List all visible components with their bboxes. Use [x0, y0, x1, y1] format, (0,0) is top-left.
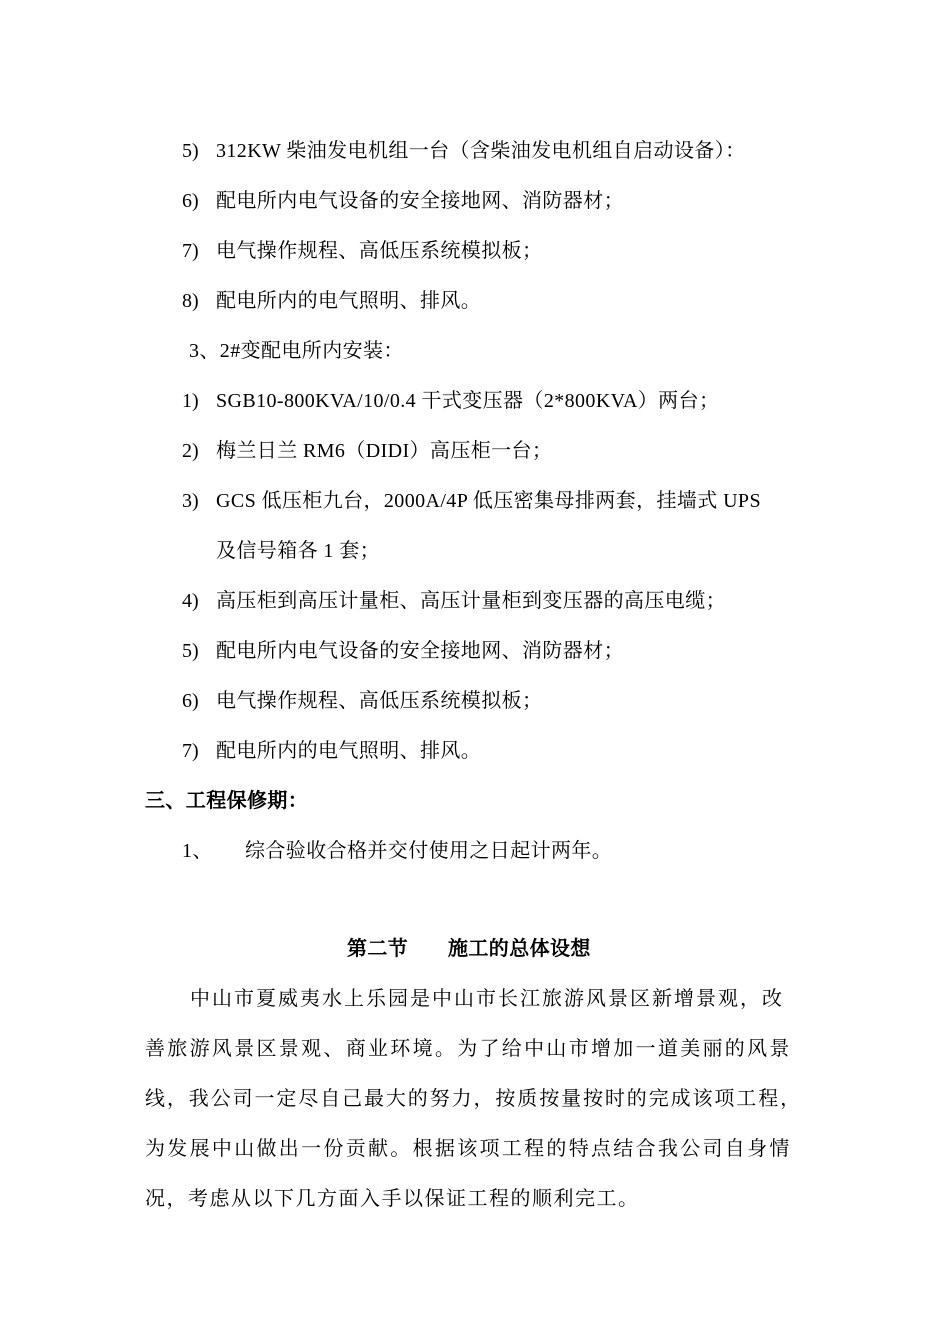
list-item-text: 配电所内电气设备的安全接地网、消防器材；: [216, 640, 624, 662]
paragraph-line: 中山市夏威夷水上乐园是中山市长江旅游风景区新增景观，改: [190, 988, 784, 1010]
paragraph-line: 为发展中山做出一份贡献。根据该项工程的特点结合我公司自身情: [145, 1138, 792, 1160]
sub-heading: 3、2#变配电所内安装：: [189, 340, 404, 362]
list-item-number: 3): [182, 490, 199, 512]
list-item-number: 5): [182, 140, 199, 162]
section-heading: 三、工程保修期：: [145, 790, 309, 812]
chapter-title-text: 施工的总体设想: [448, 938, 591, 960]
list-item-number: 5): [182, 640, 199, 662]
list-item-number: 6): [182, 190, 199, 212]
chapter-number: 第二节: [347, 938, 409, 960]
paragraph-line: 线，我公司一定尽自己最大的努力，按质按量按时的完成该项工程，: [145, 1088, 802, 1110]
list-item-continuation: 及信号箱各 1 套；: [216, 540, 380, 562]
list-item-text: GCS 低压柜九台，2000A/4P 低压密集母排两套，挂墙式 UPS: [216, 490, 761, 512]
list-item-text: 312KW 柴油发电机组一台（含柴油发电机组自启动设备）：: [216, 140, 746, 162]
list-item-number: 8): [182, 290, 199, 312]
list-item-text: 电气操作规程、高低压系统模拟板；: [216, 240, 543, 262]
list-item-text: 梅兰日兰 RM6（DIDI）高压柜一台；: [216, 440, 553, 462]
list-item-text: 配电所内电气设备的安全接地网、消防器材；: [216, 190, 624, 212]
list-item-text: 配电所内的电气照明、排风。: [216, 740, 482, 762]
paragraph-line: 善旅游风景区景观、商业环境。为了给中山市增加一道美丽的风景: [145, 1038, 792, 1060]
list-item-number: 7): [182, 740, 199, 762]
list-item-text: 配电所内的电气照明、排风。: [216, 290, 482, 312]
list-item-text: 高压柜到高压计量柜、高压计量柜到变压器的高压电缆；: [216, 590, 726, 612]
list-item-text: 电气操作规程、高低压系统模拟板；: [216, 690, 543, 712]
warranty-number: 1、: [182, 840, 213, 862]
list-item-number: 7): [182, 240, 199, 262]
paragraph-line: 况，考虑从以下几方面入手以保证工程的顺利完工。: [145, 1188, 640, 1210]
list-item-number: 1): [182, 390, 199, 412]
warranty-text: 综合验收合格并交付使用之日起计两年。: [245, 840, 613, 862]
list-item-number: 4): [182, 590, 199, 612]
list-item-number: 6): [182, 690, 199, 712]
list-item-text: SGB10-800KVA/10/0.4 干式变压器（2*800KVA）两台；: [216, 390, 720, 412]
list-item-number: 2): [182, 440, 199, 462]
